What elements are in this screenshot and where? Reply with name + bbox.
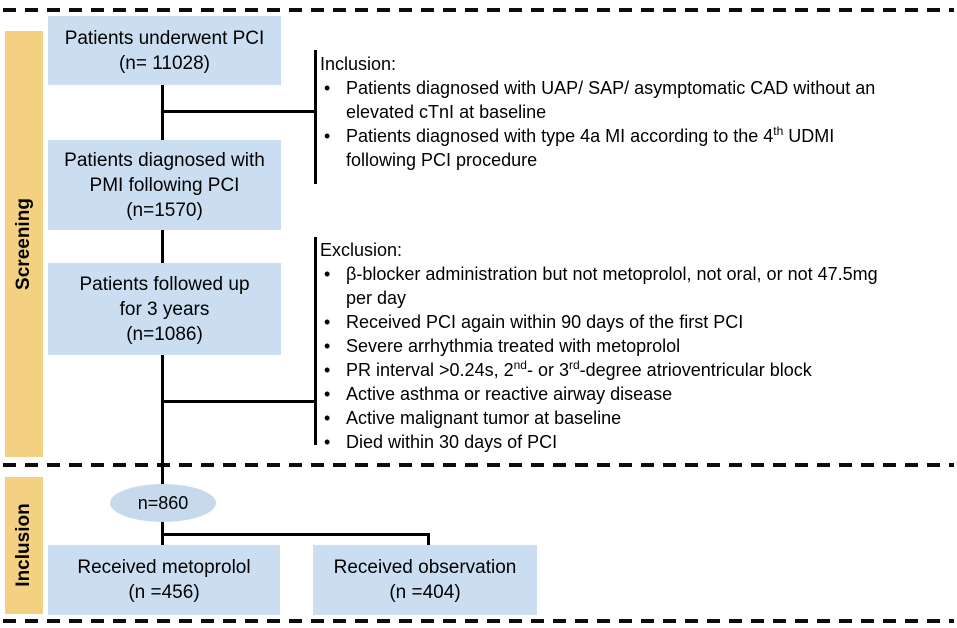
inclusion-criteria-item bbox=[320, 124, 956, 172]
bullet-icon: • bbox=[324, 408, 331, 428]
connector-followup-to-ellipse bbox=[161, 355, 164, 486]
exclusion-criteria-block bbox=[320, 238, 956, 454]
inclusion-item1-line2: elevated cTnI at baseline bbox=[346, 102, 547, 122]
box-observation-count: (n =404) bbox=[389, 582, 461, 603]
ellipse-label: n=860 bbox=[137, 492, 189, 513]
inclusion-item2-line1 bbox=[346, 124, 956, 148]
exclusion-item6: Active malignant tumor at baseline bbox=[346, 408, 622, 428]
top-dashed-divider bbox=[3, 8, 954, 12]
bullet-icon: • bbox=[324, 78, 331, 98]
box-pci-count: (n= 11028) bbox=[118, 52, 211, 74]
inclusion-item1-line1: Patients diagnosed with UAP/ SAP/ asymptomatic CAD without an bbox=[346, 78, 876, 98]
exclusion-item7: Died within 30 days of PCI bbox=[346, 432, 558, 452]
inclusion-bracket-line bbox=[314, 50, 317, 184]
exclusion-item4-superscript-nd: nd bbox=[513, 358, 527, 372]
inclusion-criteria-block bbox=[320, 52, 956, 172]
box-patients-underwent-pci bbox=[48, 16, 281, 85]
inclusion-item2-line1-post: UDMI bbox=[783, 126, 835, 146]
exclusion-bracket-line bbox=[314, 237, 317, 445]
box-received-observation bbox=[313, 545, 537, 615]
exclusion-criteria-item bbox=[320, 430, 956, 454]
box-received-metoprolol bbox=[48, 545, 280, 615]
inclusion-connector-line bbox=[163, 110, 316, 113]
exclusion-item5: Active asthma or reactive airway disease bbox=[346, 384, 673, 404]
bullet-icon: • bbox=[324, 384, 331, 404]
bottom-dashed-divider bbox=[3, 619, 954, 623]
exclusion-criteria-item bbox=[320, 334, 956, 358]
middle-dashed-divider bbox=[3, 463, 954, 467]
inclusion-criteria-title: Inclusion: bbox=[320, 54, 397, 74]
bullet-icon: • bbox=[324, 336, 331, 356]
exclusion-criteria-item bbox=[320, 310, 956, 334]
exclusion-item1-line2: per day bbox=[346, 288, 407, 308]
bullet-icon: • bbox=[324, 432, 331, 452]
bullet-icon: • bbox=[324, 126, 331, 146]
box-followup-line1: Patients followed up bbox=[79, 273, 250, 295]
inclusion-criteria-item bbox=[320, 76, 956, 124]
box-metoprolol-line1: Received metoprolol bbox=[77, 557, 251, 578]
exclusion-item4-mid: - or 3 bbox=[526, 360, 569, 380]
exclusion-item4-post: -degree atrioventricular block bbox=[579, 360, 812, 380]
box-metoprolol-count: (n =456) bbox=[128, 582, 200, 603]
exclusion-item4 bbox=[346, 358, 956, 382]
screening-band-label: Screening bbox=[13, 198, 34, 290]
box-pci-line1: Patients underwent PCI bbox=[64, 27, 265, 49]
bullet-icon: • bbox=[324, 360, 331, 380]
box-observation-line1: Received observation bbox=[333, 557, 517, 578]
ellipse-included-count bbox=[110, 484, 216, 522]
exclusion-item3: Severe arrhythmia treated with metoprolol bbox=[346, 336, 681, 356]
inclusion-band-label: Inclusion bbox=[13, 503, 34, 587]
box-followup-line2: for 3 years bbox=[119, 298, 210, 320]
exclusion-item1-line1: β-blocker administration but not metoprolol, not oral, or not 47.5mg bbox=[346, 264, 878, 284]
exclusion-criteria-item bbox=[320, 358, 956, 382]
box-followup-count: (n=1086) bbox=[126, 323, 203, 345]
exclusion-item4-pre: PR interval >0.24s, 2 bbox=[346, 360, 514, 380]
box-pmi-line2: PMI following PCI bbox=[89, 174, 240, 196]
exclusion-item2: Received PCI again within 90 days of the first PCI bbox=[346, 312, 744, 332]
bullet-icon: • bbox=[324, 312, 331, 332]
exclusion-item4-superscript-rd: rd bbox=[568, 358, 580, 372]
bullet-icon: • bbox=[324, 264, 331, 284]
inclusion-item2-line2: following PCI procedure bbox=[346, 150, 538, 170]
exclusion-criteria-item bbox=[320, 382, 956, 406]
box-patients-diagnosed-pmi bbox=[48, 140, 281, 230]
box-patients-followed-up bbox=[48, 263, 281, 355]
exclusion-connector-line bbox=[163, 400, 316, 403]
exclusion-criteria-title: Exclusion: bbox=[320, 240, 403, 260]
inclusion-item2-line1-pre: Patients diagnosed with type 4a MI according to the 4 bbox=[346, 126, 774, 146]
box-pmi-line1: Patients diagnosed with bbox=[64, 149, 265, 171]
box-pmi-count: (n=1570) bbox=[126, 199, 203, 221]
branch-horizontal-line bbox=[161, 533, 430, 536]
inclusion-item2-superscript: th bbox=[773, 124, 784, 138]
connector-pmi-to-followup bbox=[161, 229, 164, 265]
exclusion-criteria-item bbox=[320, 262, 956, 310]
exclusion-criteria-item bbox=[320, 406, 956, 430]
connector-pci-to-pmi bbox=[161, 85, 164, 142]
